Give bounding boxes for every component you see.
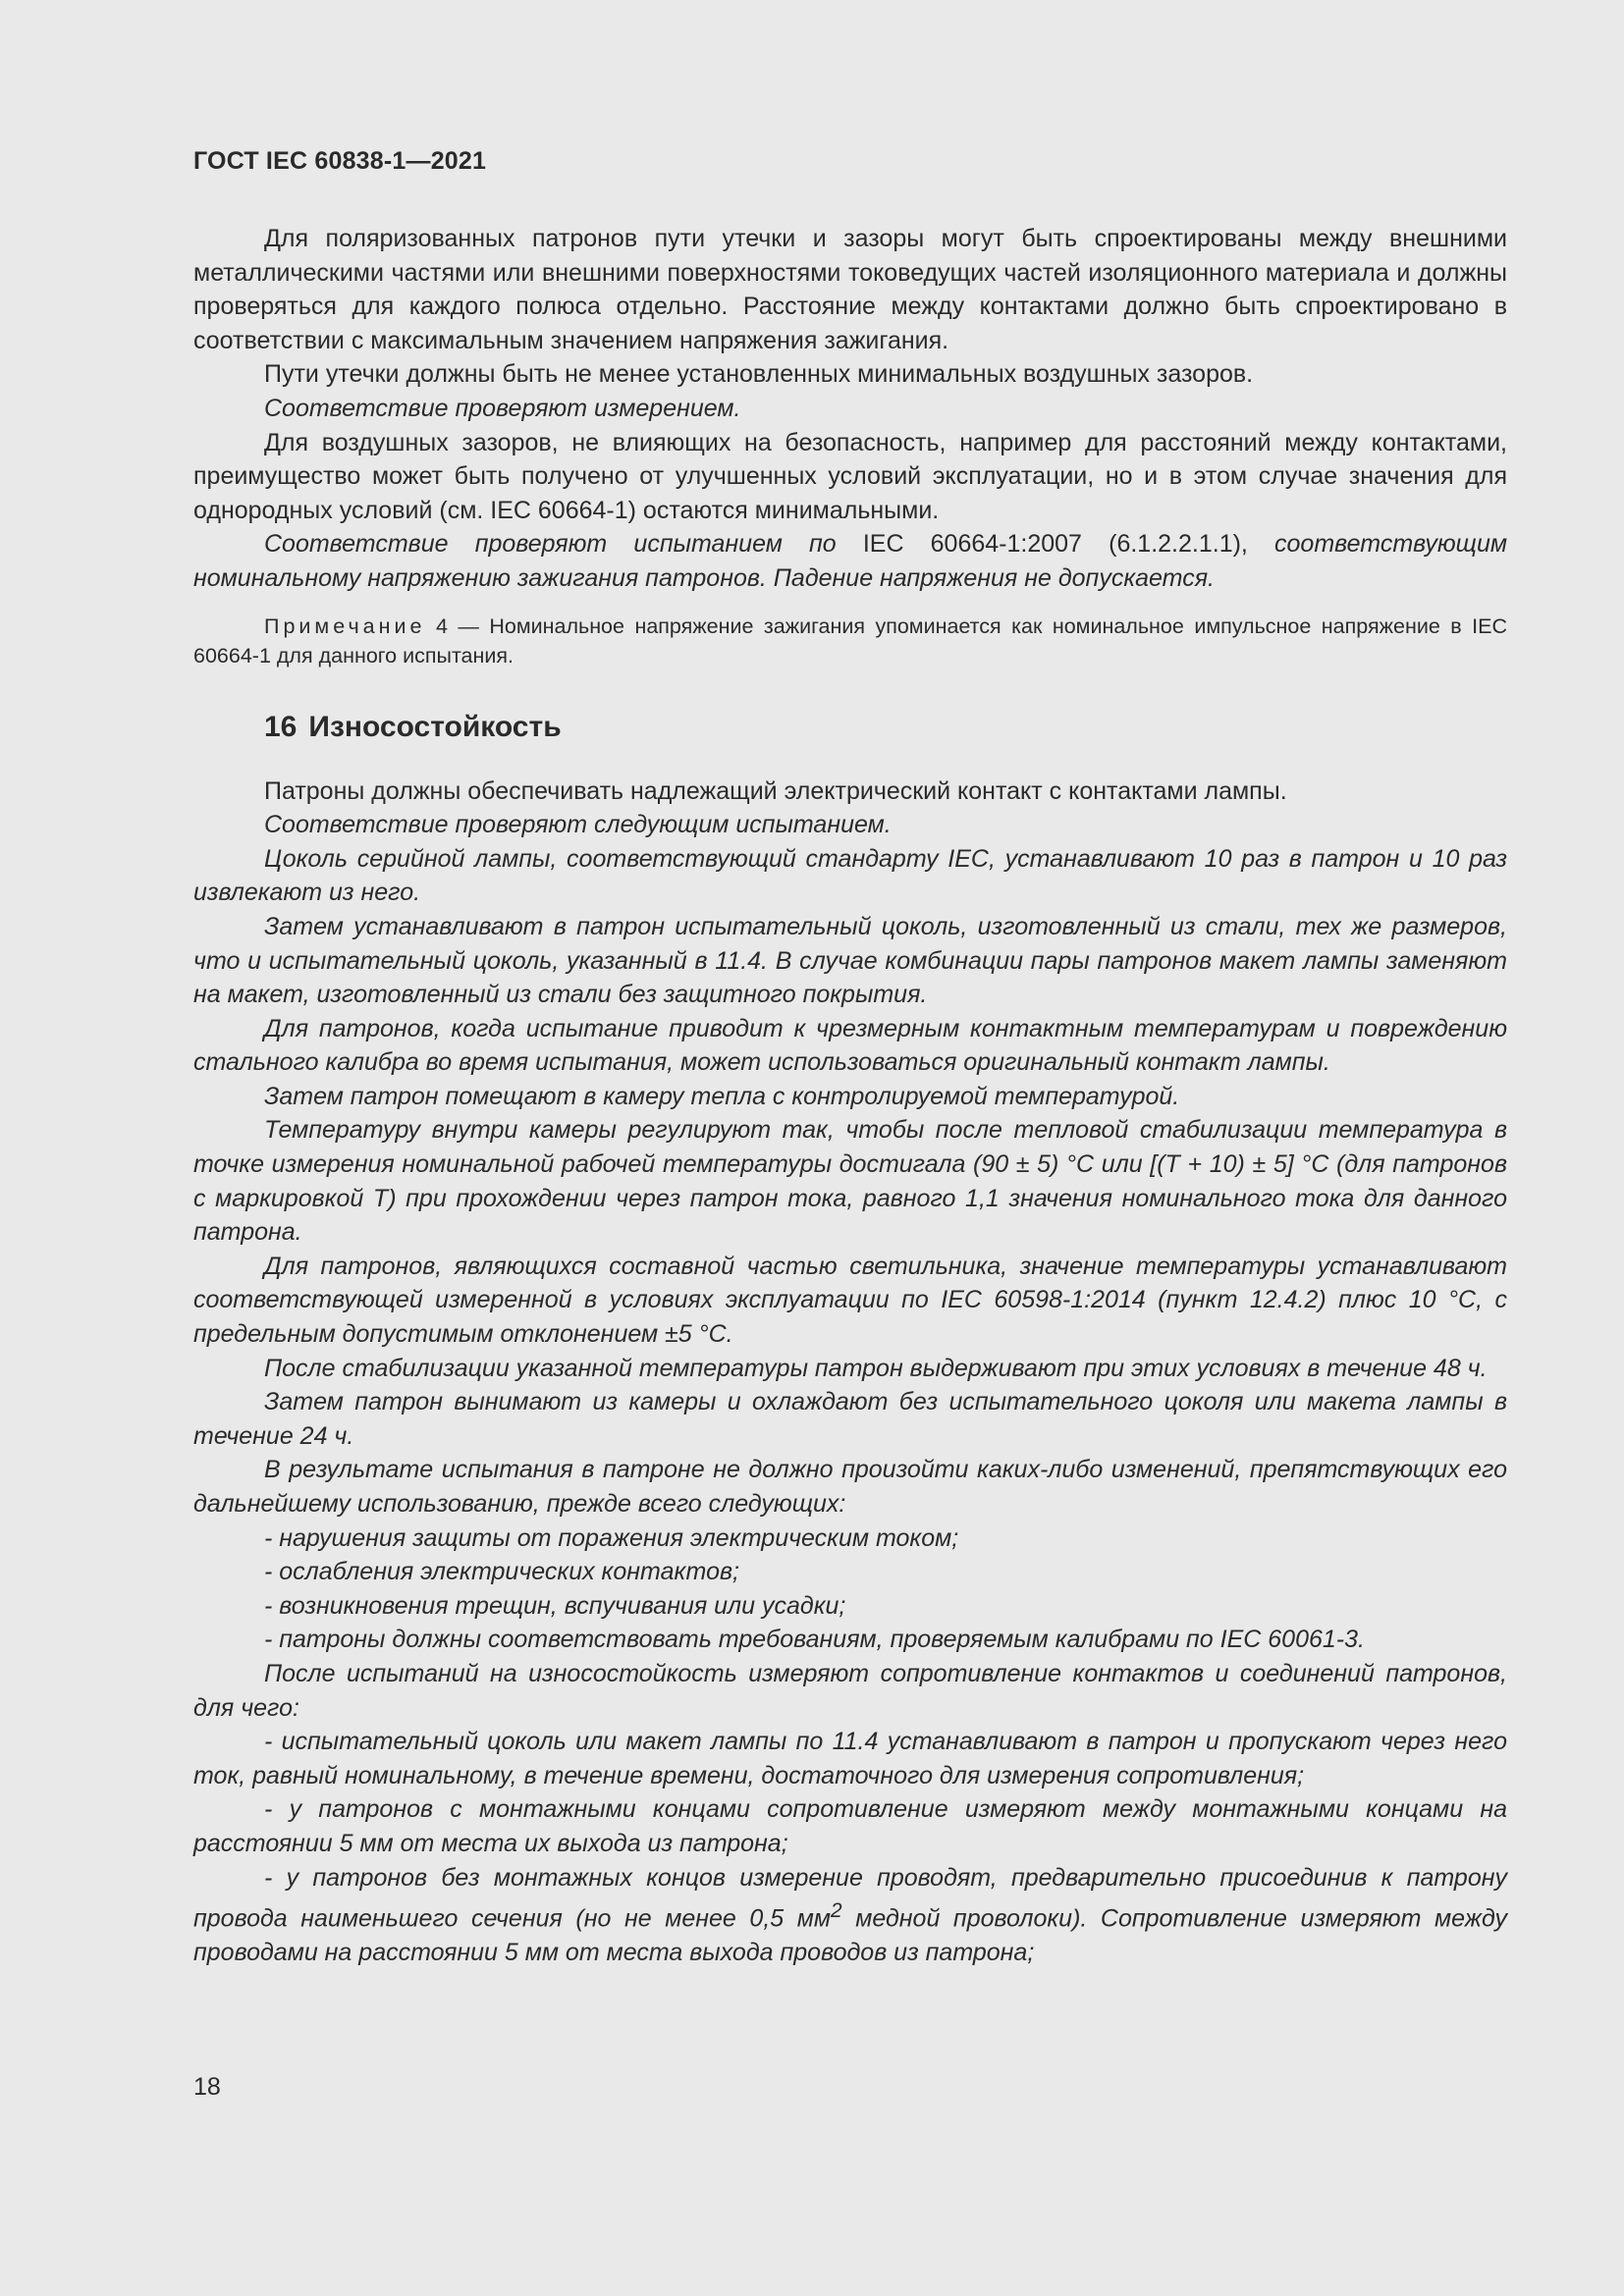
list-item: - нарушения защиты от поражения электрическим током;: [264, 1523, 959, 1552]
paragraph: Для патронов, являющихся составной частью светильника, значение температуры устанавливают соответствующей измеренной в условиях эксплуатации по IEC 60598-1:2014 (пункт 12.4.2) плюс 10 °С, с предельным допустимым отклонением ±5 °С.: [193, 1252, 1507, 1349]
paragraph: Затем патрон вынимают из камеры и охлаждают без испытательного цоколя или макета лампы в течение 24 ч.: [193, 1388, 1507, 1450]
list-item: - ослабления электрических контактов;: [264, 1558, 739, 1586]
list-item: - испытательный цоколь или макет лампы по 11.4 устанавливают в патрон и пропускают через него ток, равный номинальному, в течение времени, достаточного для измерения сопротивления;: [193, 1728, 1507, 1789]
list-item-text: медной проволоки). Сопротивление измеряют между проводами на расстоянии 5 мм от места выхода проводов из патрона;: [193, 1904, 1508, 1967]
standard-reference: IEC 60664-1:2007 (6.1.2.2.1.1),: [862, 530, 1248, 559]
section-number: 16: [264, 710, 298, 743]
paragraph: Затем устанавливают в патрон испытательный цоколь, изготовленный из стали, тех же размеров, что и испытательный цоколь, указанный в 11.4. В случае комбинации пары патронов макет лампы заменяют на макет, изготовленный из стали без защитного покрытия.: [193, 912, 1507, 1009]
page-number: 18: [193, 2073, 221, 2101]
paragraph: Соответствие проверяют измерением.: [264, 394, 741, 422]
paragraph: Температуру внутри камеры регулируют так, чтобы после тепловой стабилизации температура в точке измерения номинальной рабочей температуры достигала (90 ± 5) °С или [(T + 10) ± 5] °С (для патронов с маркировкой T) при прохождении через патрон тока, равного 1,1 значения номинального тока для данного патрона.: [193, 1116, 1507, 1247]
paragraph: Затем патрон помещают в камеру тепла с контролируемой температурой.: [264, 1082, 1180, 1110]
list-item: - возникновения трещин, вспучивания или усадки;: [264, 1591, 846, 1620]
paragraph: После испытаний на износостойкость измеряют сопротивление контактов и соединений патронов, для чего:: [193, 1659, 1507, 1722]
note-label: Примечание: [264, 614, 426, 638]
note-text: 4 — Номинальное напряжение зажигания упоминается как номинальное импульсное напряжение в IEC 60664-1 для данного испытания.: [193, 614, 1507, 667]
paragraph: Патроны должны обеспечивать надлежащий электрический контакт с контактами лампы.: [264, 776, 1287, 805]
paragraph: Для воздушных зазоров, не влияющих на безопасность, например для расстояний между контактами, преимущество может быть получено от улучшенных условий эксплуатации, но и в этом случае значения для однородных условий (см. IEC 60664-1) остаются минимальными.: [193, 428, 1507, 524]
section-title: Износостойкость: [308, 710, 562, 743]
paragraph: Соответствие проверяют следующим испытанием.: [264, 811, 892, 839]
paragraph: Пути утечки должны быть не менее установленных минимальных воздушных зазоров.: [264, 360, 1254, 389]
compliance-text: соответствующим номинальному напряжению зажигания патронов. Падение напряжения не допускается.: [193, 530, 1507, 592]
page-body: [193, 222, 1507, 1970]
paragraph: Цоколь серийной лампы, соответствующий стандарту IEC, устанавливают 10 раз в патрон и 10 раз извлекают из него.: [193, 844, 1507, 907]
paragraph: После стабилизации указанной температуры патрон выдерживают при этих условиях в течение 48 ч.: [264, 1354, 1488, 1382]
list-item-text: - у патронов без монтажных концов измерение проводят, предварительно присоединив к патрону провода наименьшего сечения (но не менее 0,5 мм: [193, 1863, 1507, 1933]
list-item: - патроны должны соответствовать требованиям, проверяемым калибрами по IEC 60061-3.: [264, 1626, 1365, 1654]
list-item: [193, 1861, 1507, 1970]
paragraph: Для патронов, когда испытание приводит к чрезмерным контактным температурам и повреждению стального калибра во время испытания, может использоваться оригинальный контакт лампы.: [193, 1014, 1507, 1077]
superscript: 2: [831, 1899, 842, 1923]
list-item: - у патронов с монтажными концами сопротивление измеряют между монтажными концами на расстоянии 5 мм от места их выхода из патрона;: [193, 1795, 1507, 1857]
compliance-text: Соответствие проверяют испытанием по: [264, 530, 837, 559]
paragraph: Для поляризованных патронов пути утечки и зазоры могут быть спроектированы между внешними металлическими частями или внешними поверхностями токоведущих частей изоляционного материала и должны проверяться для каждого полюса отдельно. Расстояние между контактами должно быть спроектировано в соответствии с максимальным значением напряжения зажигания.: [193, 225, 1507, 354]
note: [193, 612, 1507, 670]
paragraph: [193, 527, 1507, 595]
section-heading: [264, 710, 1507, 745]
document-header-id: ГОСТ IEC 60838-1—2021: [193, 147, 487, 175]
paragraph: В результате испытания в патроне не должно произойти каких-либо изменений, препятствующих его дальнейшему использованию, прежде всего следующих:: [193, 1456, 1507, 1518]
